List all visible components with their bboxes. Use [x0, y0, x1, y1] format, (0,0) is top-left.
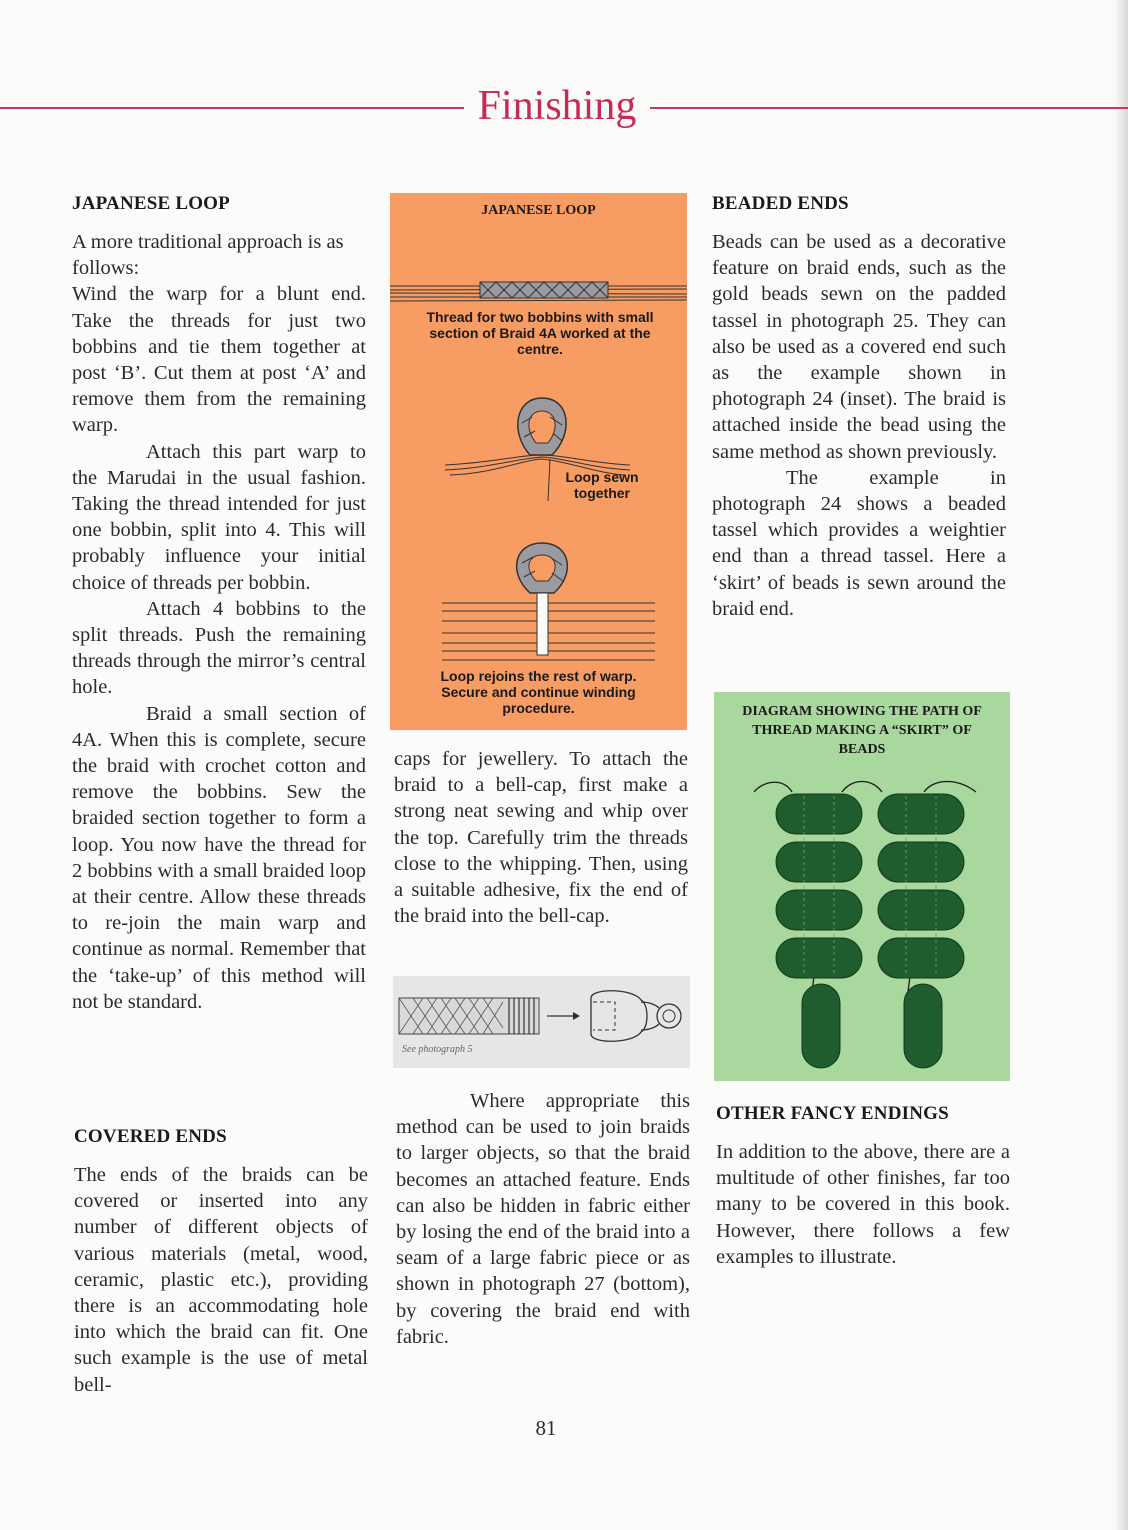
figure-bell-cap	[393, 976, 690, 1068]
photo-reference-note: See photograph 5	[402, 1044, 473, 1055]
paragraph: Wind the warp for a blunt end. Take the threads for just two bobbins and tie them together at post ‘B’. Cut them at post ‘A’ and remove them from the remaining warp.	[72, 283, 366, 437]
paragraph: The ends of the braids can be covered or inserted into any number of different objects of various materials (metal, wood, ceramic, plastic etc.), providing there is an accommodating hole into which the braid can fit. One such example is the use of metal bell-	[74, 1164, 368, 1396]
bead-skirt-diagram	[714, 692, 1010, 1081]
chapter-header	[0, 80, 1128, 140]
section-japanese-loop	[72, 191, 366, 1015]
figure-japanese-loop	[390, 193, 687, 730]
paragraph: Attach 4 bobbins to the split threads. Push the remaining threads through the mirror’s central hole.	[72, 597, 366, 699]
figure-bead-skirt	[714, 692, 1010, 1081]
heading-covered-ends: COVERED ENDS	[74, 1126, 227, 1147]
heading-japanese-loop: JAPANESE LOOP	[72, 193, 230, 214]
loop-diagram	[390, 193, 687, 730]
page-edge-shadow	[1114, 0, 1128, 1530]
paragraph: Braid a small section of 4A. When this is complete, secure the braid with crochet cotton and remove the bobbins. Sew the braided section together to form a loop. You now have the thread for 2 bobbins with a small braided loop at their centre. Allow these threads to re-join the main warp and continue as normal. Remember that the ‘take-up’ of this method will not be standard.	[72, 702, 366, 1013]
heading-other-fancy-endings: OTHER FANCY ENDINGS	[716, 1103, 949, 1124]
section-covered-ends	[74, 1124, 368, 1398]
paragraph: In addition to the above, there are a multitude of other finishes, far too many to be covered in this book. However, there follows a few examples to illustrate.	[716, 1141, 1010, 1268]
covered-ends-continued	[394, 746, 688, 929]
header-rule-left	[0, 107, 464, 109]
paragraph: Where appropriate this method can be used to join braids to larger objects, so that the braid becomes an attached feature. Ends can also be hidden in fabric either by losing the end of the braid into a seam of a large fabric piece or as shown in photograph 27 (bottom), by covering the braid end with fabric.	[396, 1090, 690, 1348]
section-beaded-ends	[712, 191, 1006, 622]
figure-title: DIAGRAM SHOWING THE PATH OF THREAD MAKING A “SKIRT” OF BEADS	[742, 704, 982, 757]
heading-beaded-ends: BEADED ENDS	[712, 193, 849, 214]
paragraph: The example in photograph 24 shows a beaded tassel which provides a weightier end than a thread tassel. Here a ‘skirt’ of beads is sewn around the braid end.	[712, 466, 1006, 620]
figure-title: JAPANESE LOOP	[481, 203, 596, 218]
paragraph: A more traditional approach is as follows:	[72, 231, 344, 280]
section-other-fancy-endings	[716, 1101, 1010, 1270]
paragraph: caps for jewellery. To attach the braid to a bell-cap, first make a strong neat sewing and whip over the top. Carefully trim the threads close to the whipping. Then, using a suitable adhesive, fix the end of the braid into the bell-cap.	[394, 748, 688, 928]
header-rule-right	[650, 107, 1128, 109]
paragraph: Beads can be used as a decorative feature on braid ends, such as the gold beads sewn on the padded tassel in photograph 25. They can also be used as a covered end such as the example shown in photograph 24 (inset). The braid is attached inside the bead using the same method as shown previously.	[712, 231, 1006, 463]
caption-thread-for-two-bobbins: Thread for two bobbins with small section of Braid 4A worked at the centre.	[426, 309, 654, 357]
caption-loop-sewn: Loop sewn together	[565, 469, 639, 501]
covered-ends-more	[396, 1088, 690, 1350]
caption-loop-rejoins: Loop rejoins the rest of warp. Secure and continue winding procedure.	[440, 668, 637, 716]
chapter-title: Finishing	[477, 83, 637, 129]
paragraph: Attach this part warp to the Marudai in the usual fashion. Taking the thread intended for just one bobbin, split into 4. This will probably influence your initial choice of threads per bobbin.	[72, 440, 366, 594]
page-number: 81	[535, 1416, 557, 1440]
